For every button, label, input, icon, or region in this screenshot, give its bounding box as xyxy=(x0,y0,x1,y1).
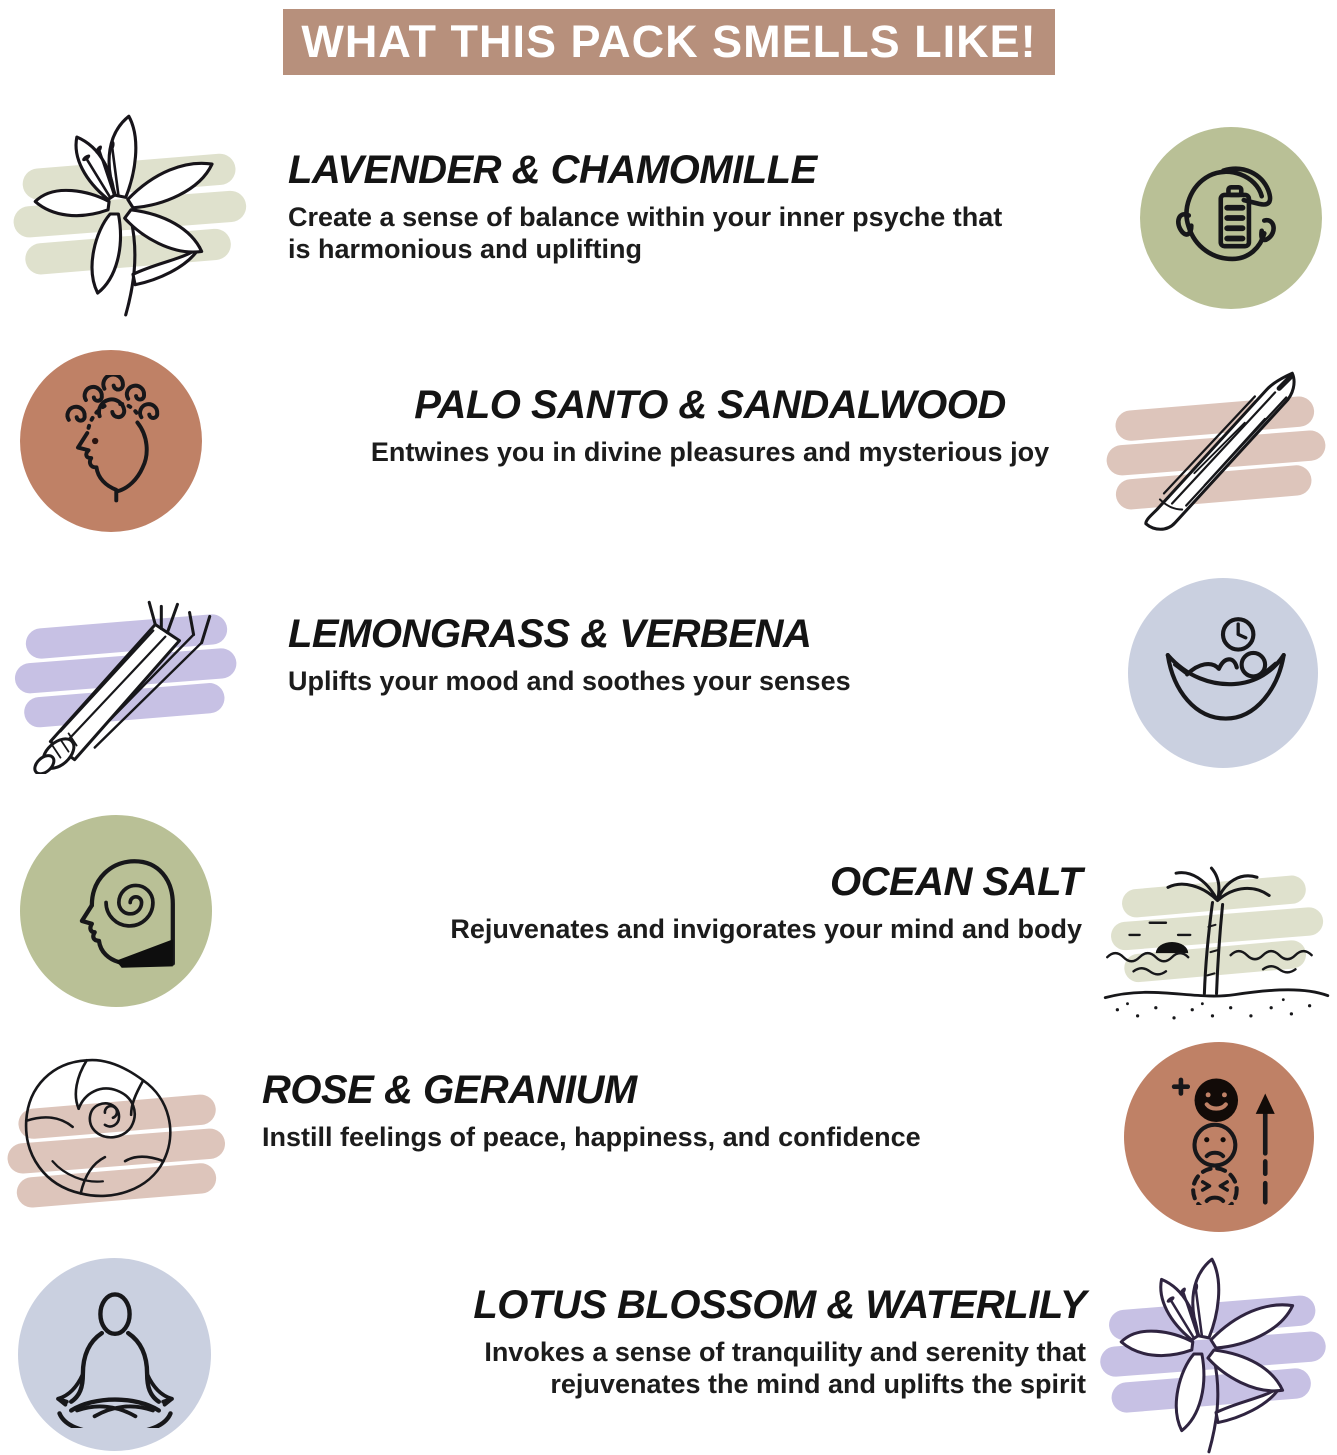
palo-santo-wood-sketch xyxy=(1092,352,1337,554)
scent-title: PALO SANTO & SANDALWOOD xyxy=(414,383,1006,427)
scent-description: Instill feelings of peace, happiness, and confidence xyxy=(262,1122,921,1152)
page-title: WHAT THIS PACK SMELLS LIKE! xyxy=(301,16,1037,67)
scent-description: Rejuvenates and invigorates your mind and body xyxy=(450,914,1082,944)
scent-description: Entwines you in divine pleasures and mysterious joy xyxy=(370,437,1050,467)
scent-title: LAVENDER & CHAMOMILLE xyxy=(288,148,817,192)
scent-description: Create a sense of balance within your inner psyche that is harmonious and uplifting xyxy=(288,202,1003,265)
scent-block-ocean-salt xyxy=(382,860,1082,945)
scent-title: LOTUS BLOSSOM & WATERLILY xyxy=(473,1283,1086,1327)
rose-sketch xyxy=(0,1042,232,1244)
scent-block-palo-santo xyxy=(330,383,1090,468)
scent-block-rose xyxy=(262,1068,1002,1153)
lily-flower-sketch xyxy=(1095,1253,1337,1455)
head-spiral-icon xyxy=(20,815,212,1007)
scent-title: LEMONGRASS & VERBENA xyxy=(288,612,812,656)
scent-block-lemongrass xyxy=(288,612,988,697)
scent-description: Uplifts your mood and soothes your senses xyxy=(288,666,851,696)
head-battery-icon xyxy=(1140,127,1322,309)
scent-description: Invokes a sense of tranquility and serenity that rejuvenates the mind and uplifts the spirit xyxy=(484,1337,1086,1400)
scent-title: ROSE & GERANIUM xyxy=(262,1068,637,1112)
head-swirls-icon xyxy=(20,350,202,532)
scent-block-lotus xyxy=(350,1283,1086,1401)
header-banner xyxy=(283,9,1055,75)
mood-boost-icon xyxy=(1124,1042,1314,1232)
beach-palm-sketch xyxy=(1092,856,1337,1028)
scent-block-lavender xyxy=(288,148,1058,266)
meditation-icon xyxy=(18,1258,211,1451)
lemongrass-sketch xyxy=(2,588,244,774)
scent-title: OCEAN SALT xyxy=(829,860,1082,904)
hammock-relax-icon xyxy=(1128,578,1318,768)
lily-flower-sketch xyxy=(5,110,261,318)
